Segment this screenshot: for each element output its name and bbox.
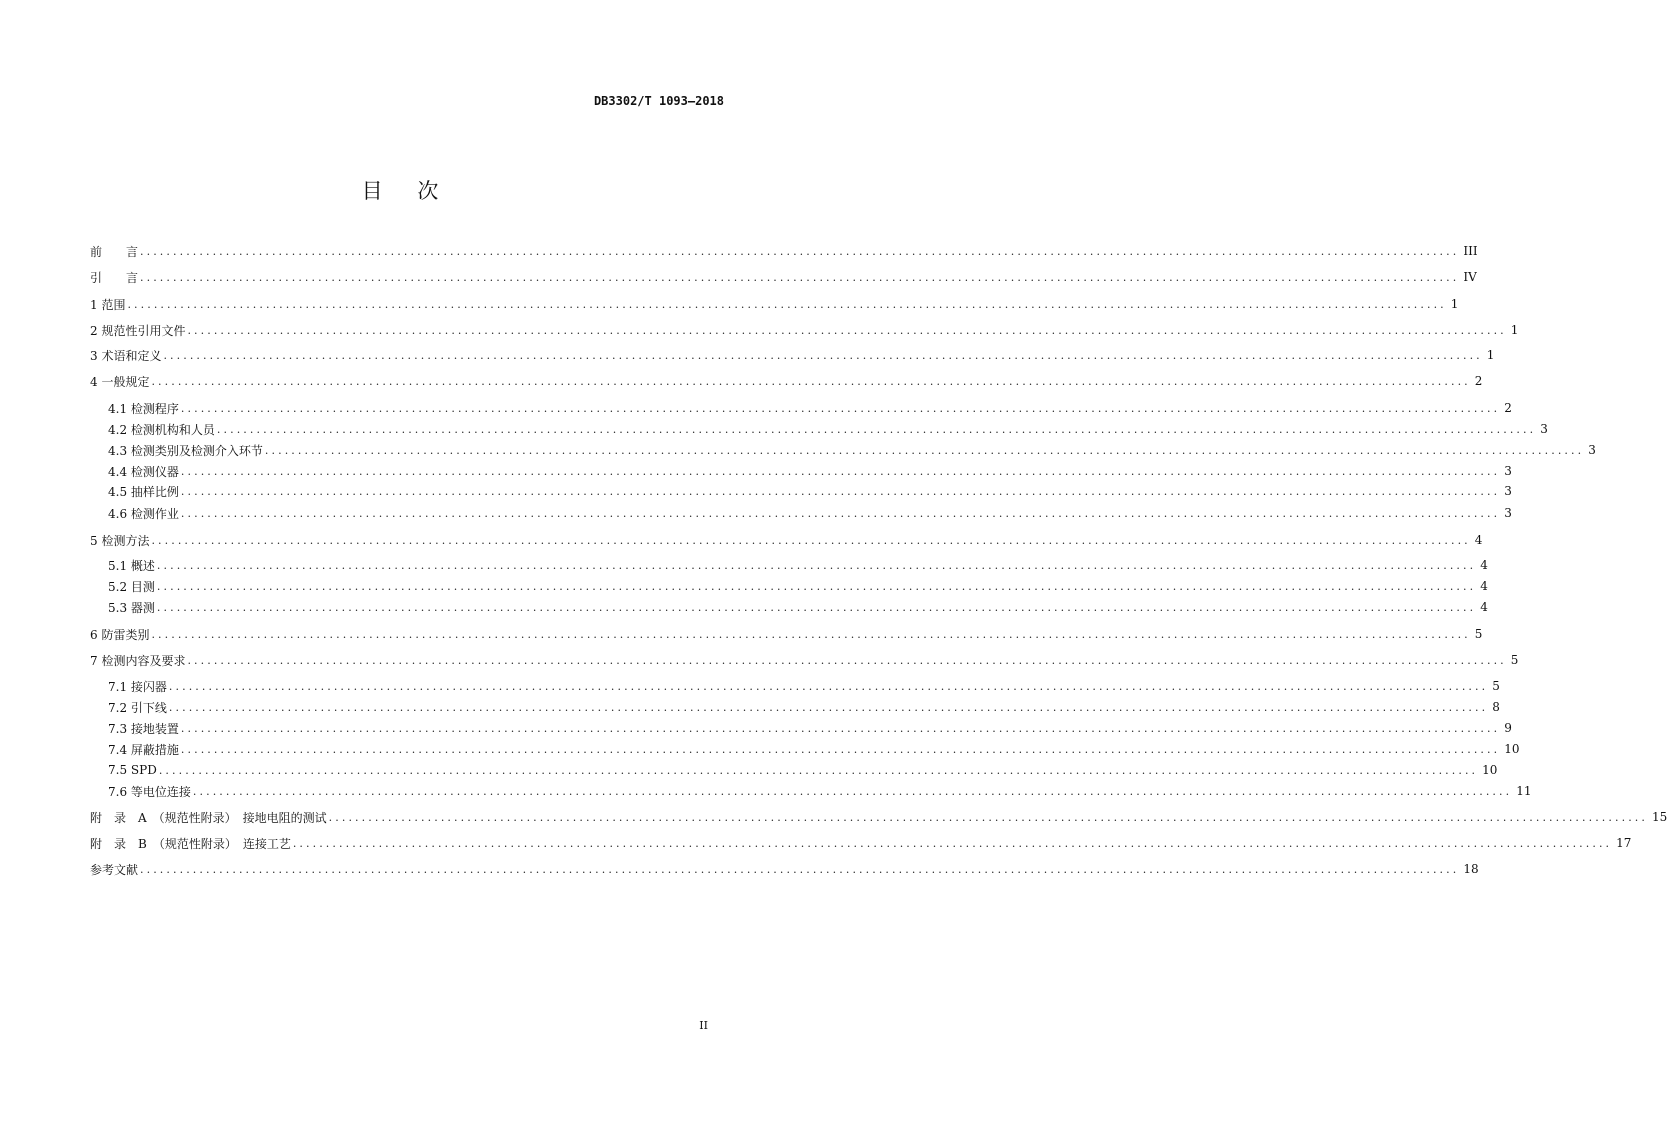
toc-entry-page: 3 bbox=[1504, 464, 1512, 478]
toc-entry-page: 4 bbox=[1480, 600, 1488, 614]
toc-entry-page: 3 bbox=[1504, 484, 1512, 498]
toc-entry[interactable] bbox=[108, 578, 1488, 594]
dot-leader: ........................................................................................................................................................................................................ bbox=[168, 679, 1489, 693]
toc-entry-label: 6 防雷类别 bbox=[90, 627, 150, 642]
toc-entry-page: 17 bbox=[1616, 836, 1632, 850]
toc-entry-label: 5 检测方法 bbox=[90, 533, 150, 548]
dot-leader: ........................................................................................................................................................................................................ bbox=[140, 862, 1460, 876]
dot-leader: ........................................................................................................................................................................................................ bbox=[264, 443, 1585, 457]
toc-entry-page: 1 bbox=[1510, 323, 1519, 337]
toc-entry-label: 7.3 接地装置 bbox=[108, 721, 179, 736]
toc-entry-page: 10 bbox=[1482, 763, 1498, 777]
toc-entry-label: 7 检测内容及要求 bbox=[90, 653, 186, 668]
toc-entry-page: 18 bbox=[1463, 862, 1479, 876]
dot-leader: ........................................................................................................................................................................................................ bbox=[192, 784, 1513, 798]
toc-entry-page: 1 bbox=[1450, 297, 1459, 311]
page-title bbox=[0, 175, 800, 205]
toc-entry-label: 7.5 SPD bbox=[108, 763, 157, 777]
toc-entry-label: 4.4 检测仪器 bbox=[108, 464, 179, 479]
toc-entry-page: 3 bbox=[1540, 422, 1548, 436]
toc-entry-label: 前 言 bbox=[90, 244, 139, 259]
toc-entry-page: 4 bbox=[1480, 558, 1488, 572]
toc-entry[interactable] bbox=[90, 626, 1483, 642]
dot-leader: ........................................................................................................................................................................................................ bbox=[180, 721, 1501, 735]
dot-leader: ........................................................................................................................................................................................................ bbox=[127, 297, 1447, 311]
toc-entry[interactable] bbox=[108, 442, 1596, 458]
toc-entry-label: 7.6 等电位连接 bbox=[108, 784, 191, 799]
toc-entry[interactable] bbox=[108, 762, 1498, 778]
toc-entry-page: III bbox=[1463, 244, 1478, 258]
toc-entry-label: 4.3 检测类别及检测介入环节 bbox=[108, 443, 263, 458]
toc-entry-label: 2 规范性引用文件 bbox=[90, 323, 186, 338]
toc-entry-label: 参考文献 bbox=[90, 862, 139, 877]
page-number: II bbox=[699, 1019, 708, 1032]
toc-entry[interactable] bbox=[108, 720, 1512, 736]
toc-entry[interactable] bbox=[90, 322, 1519, 338]
toc-entry-page: IV bbox=[1463, 270, 1477, 284]
toc-entry[interactable] bbox=[108, 421, 1548, 437]
dot-leader: ........................................................................................................................................................................................................ bbox=[151, 627, 1471, 641]
toc-entry-label: 4 一般规定 bbox=[90, 374, 150, 389]
toc-entry-page: 8 bbox=[1492, 700, 1500, 714]
toc-entry-label: 5.1 概述 bbox=[108, 558, 155, 573]
toc-entry[interactable] bbox=[90, 296, 1459, 312]
toc-entry[interactable] bbox=[90, 347, 1495, 363]
toc-entry[interactable] bbox=[108, 463, 1512, 479]
dot-leader: ........................................................................................................................................................................................................ bbox=[156, 579, 1477, 593]
toc-entry-page: 9 bbox=[1504, 721, 1512, 735]
dot-leader: ........................................................................................................................................................................................................ bbox=[180, 742, 1501, 756]
toc-entry-page: 3 bbox=[1588, 443, 1596, 457]
toc-entry-page: 4 bbox=[1474, 533, 1483, 547]
toc-entry[interactable] bbox=[108, 783, 1532, 799]
toc-entry-label: 附 录 B （规范性附录） 连接工艺 bbox=[90, 836, 291, 851]
toc-entry-label: 7.2 引下线 bbox=[108, 700, 167, 715]
document-number: DB3302/T 1093—2018 bbox=[593, 94, 724, 108]
toc-entry[interactable] bbox=[108, 741, 1520, 757]
toc-entry-label: 3 术语和定义 bbox=[90, 348, 162, 363]
toc-entry[interactable] bbox=[90, 652, 1519, 668]
dot-leader: ........................................................................................................................................................................................................ bbox=[180, 401, 1501, 415]
toc-entry-label: 4.6 检测作业 bbox=[108, 506, 179, 521]
toc-entry[interactable] bbox=[90, 809, 1667, 825]
dot-leader: ........................................................................................................................................................................................................ bbox=[187, 323, 1507, 337]
toc-entry-page: 5 bbox=[1492, 679, 1500, 693]
dot-leader: ........................................................................................................................................................................................................ bbox=[163, 348, 1483, 362]
dot-leader: ........................................................................................................................................................................................................ bbox=[180, 506, 1501, 520]
toc-entry-page: 5 bbox=[1474, 627, 1483, 641]
toc-entry-label: 7.4 屏蔽措施 bbox=[108, 742, 179, 757]
dot-leader: ........................................................................................................................................................................................................ bbox=[151, 533, 1471, 547]
toc-entry[interactable] bbox=[90, 243, 1478, 259]
toc-entry[interactable] bbox=[90, 269, 1477, 285]
toc-entry-page: 2 bbox=[1474, 374, 1483, 388]
title-char: 次 bbox=[417, 179, 439, 203]
toc-entry[interactable] bbox=[90, 835, 1632, 851]
dot-leader: ........................................................................................................................................................................................................ bbox=[156, 558, 1477, 572]
toc-entry[interactable] bbox=[90, 861, 1479, 877]
toc-entry[interactable] bbox=[90, 532, 1483, 548]
toc-entry[interactable] bbox=[108, 400, 1512, 416]
toc-entry-label: 5.3 器测 bbox=[108, 600, 155, 615]
toc-entry-label: 4.2 检测机构和人员 bbox=[108, 422, 215, 437]
dot-leader: ........................................................................................................................................................................................................ bbox=[156, 600, 1477, 614]
dot-leader: ........................................................................................................................................................................................................ bbox=[216, 422, 1537, 436]
toc-entry-page: 4 bbox=[1480, 579, 1488, 593]
toc-entry-page: 2 bbox=[1504, 401, 1512, 415]
toc-entry-label: 1 范围 bbox=[90, 297, 126, 312]
dot-leader: ........................................................................................................................................................................................................ bbox=[187, 653, 1507, 667]
toc-entry[interactable] bbox=[108, 483, 1512, 499]
toc-entry[interactable] bbox=[90, 373, 1483, 389]
toc-entry[interactable] bbox=[108, 557, 1488, 573]
toc-entry-label: 引 言 bbox=[90, 270, 139, 285]
dot-leader: ........................................................................................................................................................................................................ bbox=[180, 464, 1501, 478]
toc-entry-label: 7.1 接闪器 bbox=[108, 679, 167, 694]
toc-entry-page: 5 bbox=[1510, 653, 1519, 667]
title-char: 目 bbox=[361, 179, 383, 203]
toc-entry-page: 15 bbox=[1652, 810, 1667, 824]
dot-leader: ........................................................................................................................................................................................................ bbox=[168, 700, 1489, 714]
toc-entry-page: 11 bbox=[1516, 784, 1532, 798]
toc-entry[interactable] bbox=[108, 505, 1512, 521]
toc-entry-label: 4.1 检测程序 bbox=[108, 401, 179, 416]
toc-entry-page: 1 bbox=[1486, 348, 1495, 362]
dot-leader: ........................................................................................................................................................................................................ bbox=[140, 244, 1460, 258]
toc-entry-label: 4.5 抽样比例 bbox=[108, 484, 179, 499]
toc-entry[interactable] bbox=[108, 599, 1488, 615]
toc-entry[interactable] bbox=[108, 678, 1500, 694]
toc-entry[interactable] bbox=[108, 699, 1500, 715]
toc-entry-label: 5.2 目测 bbox=[108, 579, 155, 594]
dot-leader: ........................................................................................................................................................................................................ bbox=[151, 374, 1471, 388]
dot-leader: ........................................................................................................................................................................................................ bbox=[292, 836, 1613, 850]
dot-leader: ........................................................................................................................................................................................................ bbox=[140, 270, 1460, 284]
toc-entry-page: 3 bbox=[1504, 506, 1512, 520]
dot-leader: ........................................................................................................................................................................................................ bbox=[328, 810, 1648, 824]
dot-leader: ........................................................................................................................................................................................................ bbox=[180, 484, 1501, 498]
toc-entry-label: 附 录 A （规范性附录） 接地电阻的测试 bbox=[90, 810, 327, 825]
dot-leader: ........................................................................................................................................................................................................ bbox=[158, 763, 1479, 777]
toc-entry-page: 10 bbox=[1504, 742, 1520, 756]
